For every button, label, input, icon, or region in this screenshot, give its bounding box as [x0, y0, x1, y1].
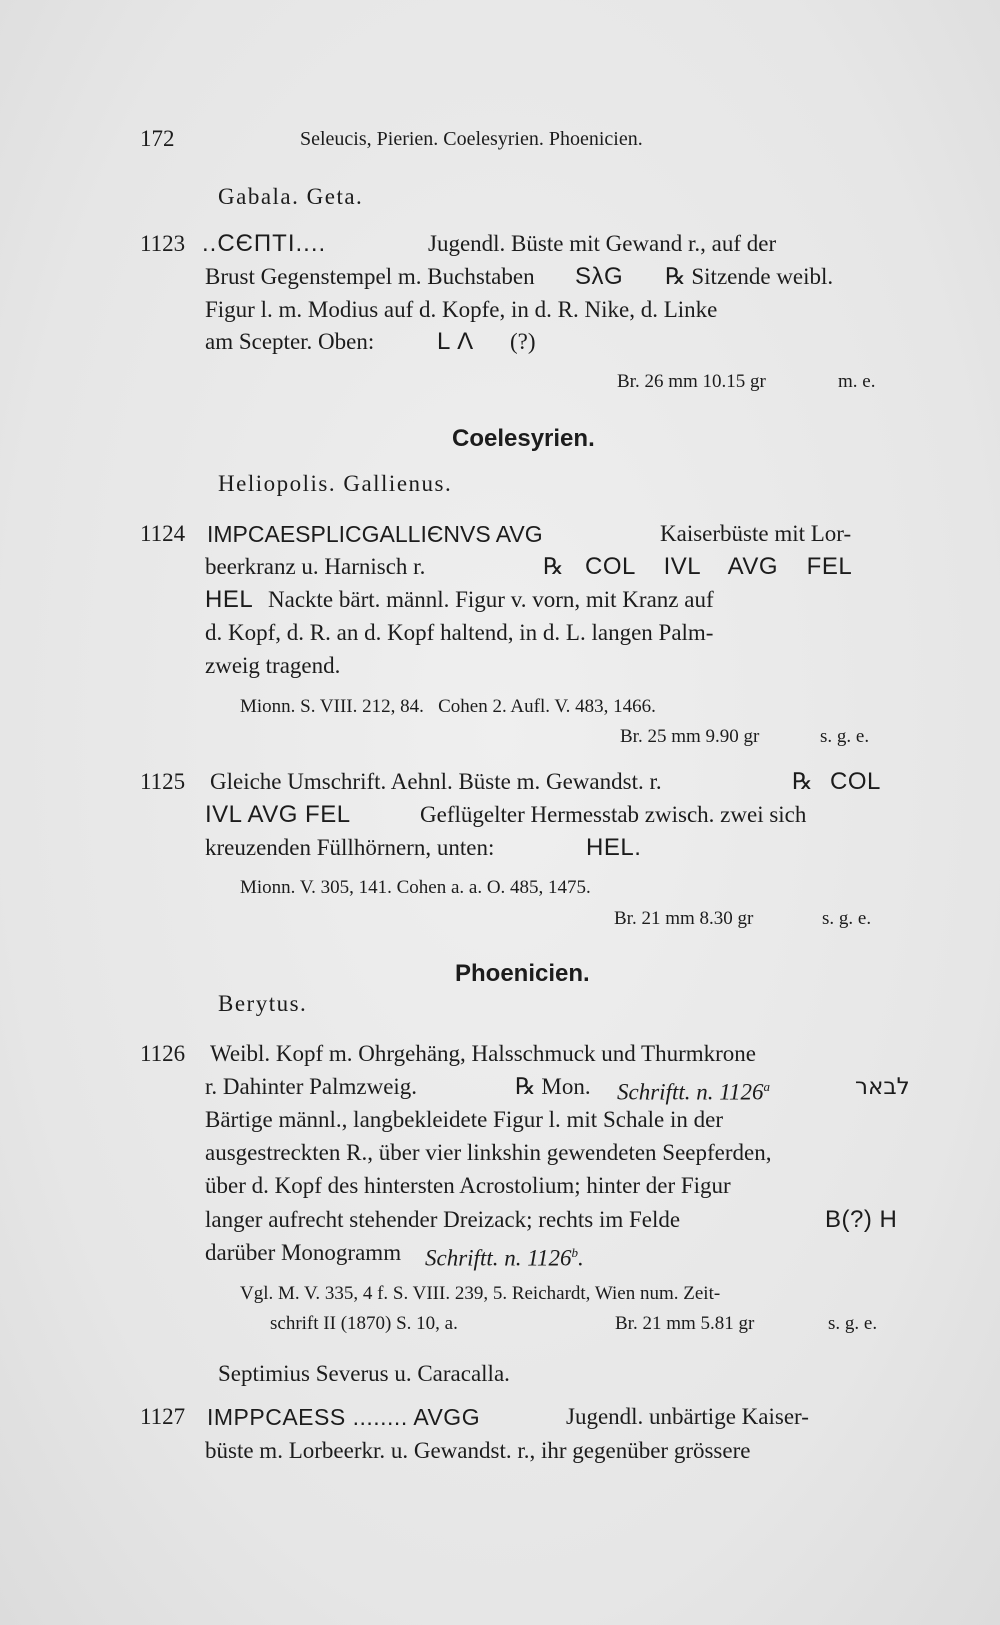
font-reference	[425, 1239, 584, 1273]
section-heading: Coelesyrien.	[452, 425, 595, 452]
reverse-legend: COL IVL AVG FEL	[585, 553, 853, 580]
reference-text: schrift II (1870) S. 10, a.	[270, 1313, 458, 1334]
description-text: Nackte bärt. männl. Figur v. vorn, mit Kranz auf	[268, 587, 714, 612]
condition: s. g. e.	[820, 726, 870, 747]
font-reference	[617, 1073, 770, 1107]
font-reference-text: Schriftt. n. 1126	[617, 1079, 764, 1105]
punctuation: .	[578, 1245, 584, 1271]
description-text: über d. Kopf des hintersten Acrostolium; hinter der Figur	[205, 1173, 731, 1198]
description-text: Bärtige männl., langbekleidete Figur l. mit Schale in der	[205, 1107, 724, 1132]
description-text: darüber Monogramm	[205, 1240, 402, 1265]
entry-number: 1123	[140, 231, 186, 256]
field-letters: B(?) H	[825, 1206, 898, 1233]
description-text: kreuzenden Füllhörnern, unten:	[205, 835, 495, 860]
size-weight: Br. 21 mm 8.30 gr	[614, 908, 754, 929]
description-text: am Scepter. Oben:	[205, 329, 375, 354]
reverse-symbol: ℞	[792, 769, 813, 794]
description-text: büste m. Lorbeerkr. u. Gewandst. r., ihr gegenüber grössere	[205, 1438, 751, 1463]
description-text: (?)	[510, 329, 536, 354]
entry-number: 1127	[140, 1404, 186, 1429]
superscript: b	[571, 1245, 579, 1260]
description-text: ausgestreckten R., über vier linkshin gewendeten Seepferden,	[205, 1140, 772, 1165]
size-weight: Br. 26 mm 10.15 gr	[617, 371, 766, 392]
reverse-label: ℞ Mon.	[515, 1074, 591, 1099]
field-letters: L Λ	[437, 328, 474, 355]
description-text: Jugendl. unbärtige Kaiser-	[566, 1404, 809, 1429]
entry-number: 1124	[140, 521, 186, 546]
countermark-letters: SλG	[575, 263, 624, 290]
font-reference-text: Schriftt. n. 1126	[425, 1245, 572, 1271]
description-text: Geflügelter Hermesstab zwisch. zwei sich	[420, 802, 807, 827]
section-heading: Phoenicien.	[455, 960, 590, 987]
reverse-symbol: ℞	[543, 554, 564, 579]
running-title: Seleucis, Pierien. Coelesyrien. Phoenicien.	[300, 128, 643, 150]
description-text: Weibl. Kopf m. Ohrgehäng, Halsschmuck und Thurmkrone	[210, 1041, 757, 1066]
reverse-legend: IVL AVG FEL	[205, 801, 351, 828]
subheading-heliopolis-gallienus: Heliopolis. Gallienus.	[218, 471, 453, 496]
condition: s. g. e.	[822, 908, 872, 929]
reference-text: Mionn. V. 305, 141. Cohen a. a. O. 485, 1475.	[240, 877, 591, 898]
subheading-gabala-geta: Gabala. Geta.	[218, 184, 364, 209]
superscript: a	[763, 1079, 771, 1094]
description-text: zweig tragend.	[205, 653, 341, 678]
coin-legend: IMPPCAESS ........ AVGG	[207, 1404, 481, 1430]
reverse-legend: HEL	[205, 586, 254, 613]
reference-text: Vgl. M. V. 335, 4 f. S. VIII. 239, 5. Reichardt, Wien num. Zeit-	[240, 1283, 721, 1304]
description-text: Brust Gegenstempel m. Buchstaben	[205, 264, 535, 289]
subheading-berytus: Berytus.	[218, 991, 308, 1016]
description-text: Figur l. m. Modius auf d. Kopfe, in d. R. Nike, d. Linke	[205, 297, 718, 322]
description-text: beerkranz u. Harnisch r.	[205, 554, 426, 579]
hebrew-inscription: לבאר	[855, 1074, 910, 1100]
reference-text: Mionn. S. VIII. 212, 84. Cohen 2. Aufl. V. 483, 1466.	[240, 696, 656, 717]
condition: m. e.	[838, 371, 876, 392]
exergue-legend: HEL.	[586, 834, 642, 861]
page-number: 172	[140, 126, 175, 151]
description-text: Jugendl. Büste mit Gewand r., auf der	[428, 231, 777, 256]
entry-number: 1126	[140, 1041, 186, 1066]
description-text: r. Dahinter Palmzweig.	[205, 1074, 418, 1099]
reverse-legend: COL	[830, 768, 881, 795]
description-text: d. Kopf, d. R. an d. Kopf haltend, in d. L. langen Palm-	[205, 620, 714, 645]
description-text: ℞ Sitzende weibl.	[665, 264, 834, 289]
condition: s. g. e.	[828, 1313, 878, 1334]
size-weight: Br. 25 mm 9.90 gr	[620, 726, 760, 747]
coin-legend: ..CЄПТІ....	[202, 230, 327, 257]
description-text: Kaiserbüste mit Lor-	[660, 521, 852, 546]
entry-number: 1125	[140, 769, 186, 794]
description-text: langer aufrecht stehender Dreizack; rechts im Felde	[205, 1207, 681, 1232]
coin-legend: IMPCAESPLICGALLIЄNVS AVG	[207, 521, 543, 547]
subheading-septimius-severus: Septimius Severus u. Caracalla.	[218, 1361, 510, 1386]
size-weight: Br. 21 mm 5.81 gr	[615, 1313, 755, 1334]
description-text: Gleiche Umschrift. Aehnl. Büste m. Gewandst. r.	[210, 769, 662, 794]
